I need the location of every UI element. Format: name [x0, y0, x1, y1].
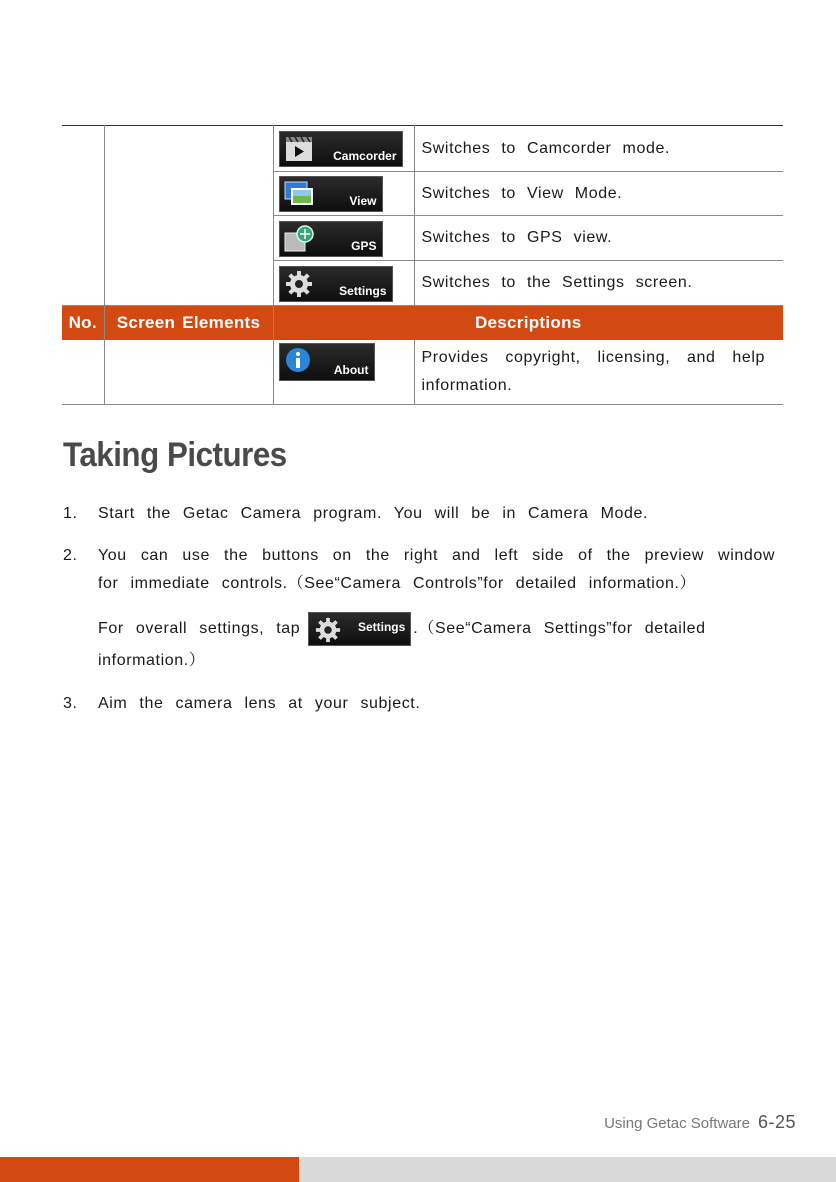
icon-cell: [273, 216, 414, 261]
table-row: [62, 126, 783, 172]
info-icon: [284, 347, 314, 375]
footer-bar-gray: [299, 1157, 836, 1182]
gear-icon: [313, 616, 343, 644]
gear-icon: [284, 270, 314, 298]
element-cell: [104, 126, 273, 306]
subtext-before: For overall settings, tap: [98, 620, 301, 638]
gps-icon: [284, 225, 314, 253]
list-item: [63, 500, 775, 528]
step-text: You can use the buttons on the right and left side of the preview window for immediate controls.（See“Camera Controls”for detailed information.）: [98, 547, 775, 592]
gps-button[interactable]: [279, 221, 383, 257]
header-no: No.: [62, 306, 104, 341]
settings-button[interactable]: [279, 266, 393, 302]
description-cell: Provides copyright, licensing, and help information.: [414, 340, 783, 404]
description-cell: Switches to GPS view.: [414, 216, 783, 261]
icon-cell: [273, 340, 414, 404]
icon-cell: [273, 261, 414, 306]
description-cell: Switches to Camcorder mode.: [414, 126, 783, 172]
screen-elements-table: [62, 125, 783, 405]
subtext-after: .（See“Camera Settings”for detailed information.）: [98, 620, 706, 669]
button-label: Camcorder: [333, 149, 397, 163]
element-cell: [104, 340, 273, 404]
page-number: 6-25: [757, 1112, 796, 1132]
icon-cell: [273, 172, 414, 216]
step-text: Start the Getac Camera program. You will be in Camera Mode.: [98, 505, 649, 522]
list-item: [63, 542, 775, 676]
header-screen-elements: Screen Elements: [104, 306, 273, 341]
camcorder-icon: [284, 135, 314, 163]
inline-button-label: Settings: [357, 620, 406, 634]
step-subtext: [98, 612, 775, 676]
steps-list: [63, 500, 775, 732]
view-icon: [284, 180, 314, 208]
icon-cell: [273, 126, 414, 172]
list-item: [63, 690, 775, 718]
step-number: 2.: [63, 547, 78, 564]
button-label: Settings: [339, 283, 387, 298]
button-label: About: [333, 363, 369, 377]
description-cell: Switches to View Mode.: [414, 172, 783, 216]
inline-settings-button[interactable]: [308, 612, 411, 646]
no-cell: [62, 126, 104, 306]
footer-bar-accent: [0, 1157, 299, 1182]
table-row: [62, 340, 783, 404]
step-text: Aim the camera lens at your subject.: [98, 695, 421, 712]
camcorder-button[interactable]: [279, 131, 403, 167]
about-button[interactable]: [279, 343, 375, 381]
view-button[interactable]: [279, 176, 383, 212]
button-label: View: [349, 194, 377, 208]
description-cell: Switches to the Settings screen.: [414, 261, 783, 306]
step-number: 1.: [63, 505, 78, 522]
button-label: GPS: [351, 238, 377, 253]
step-number: 3.: [63, 695, 78, 712]
table-header: [62, 306, 783, 341]
header-descriptions: Descriptions: [273, 306, 783, 341]
no-cell: [62, 340, 104, 404]
page-footer: [604, 1112, 796, 1133]
section-title: Taking Pictures: [63, 436, 287, 474]
footer-label: Using Getac Software: [604, 1115, 750, 1132]
